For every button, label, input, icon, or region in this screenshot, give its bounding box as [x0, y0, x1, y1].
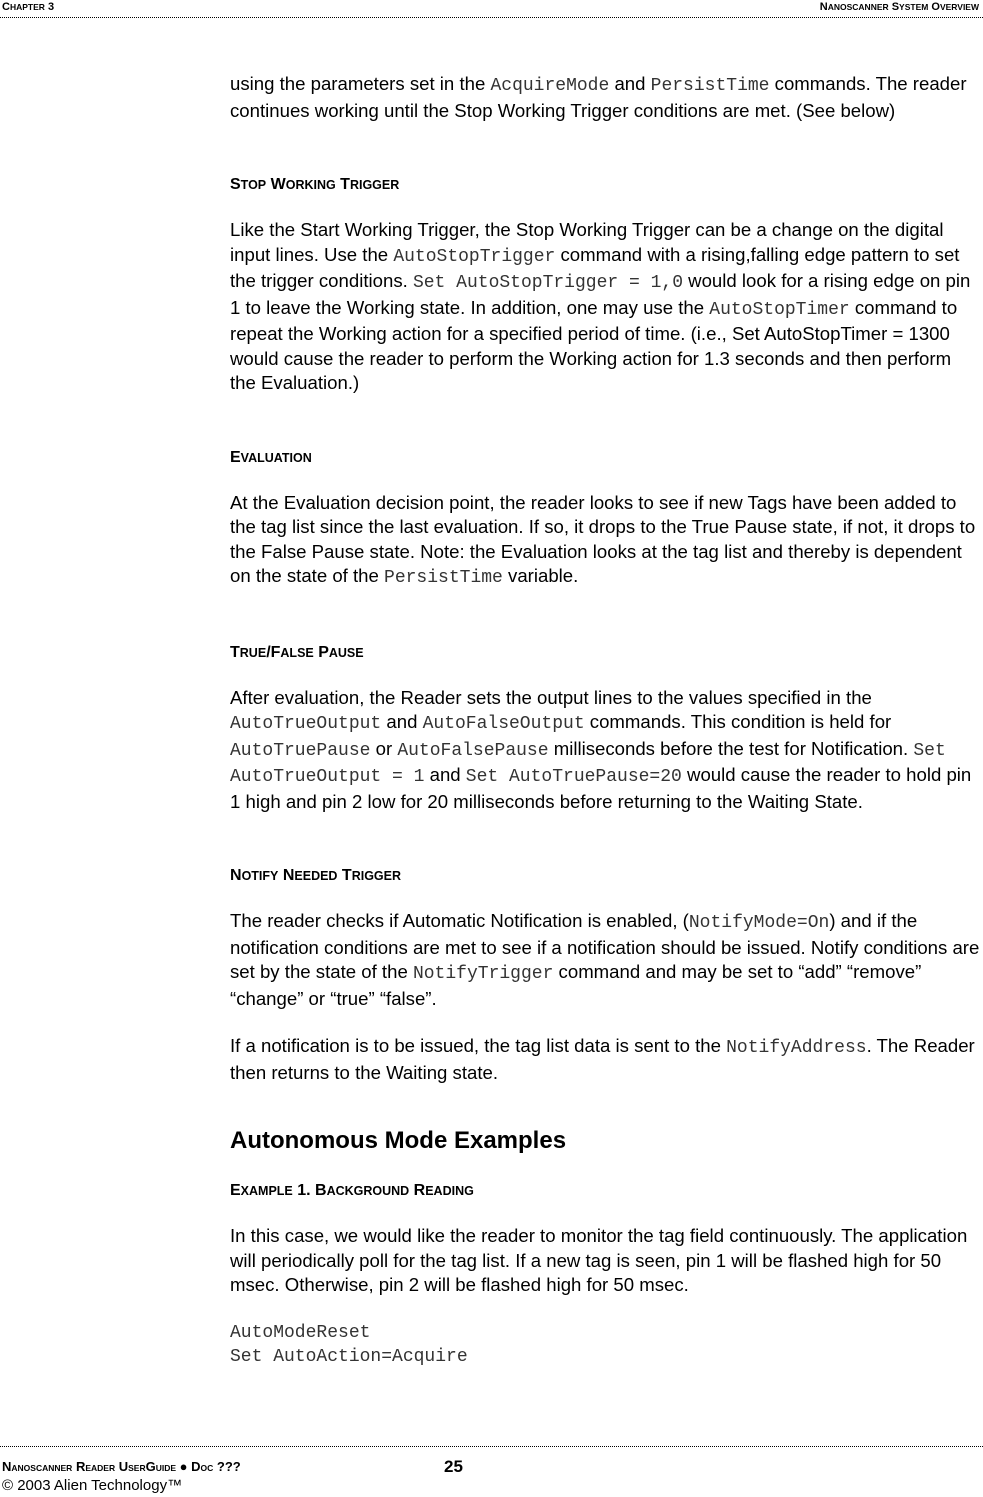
autonomous-mode-examples-title: Autonomous Mode Examples — [230, 1127, 567, 1154]
notify-paragraph: The reader checks if Automatic Notification is enabled, (NotifyMode=On) and if the notification conditions are met to see if a notification should be issued. Notify conditions are set by the state of the NotifyTrigger command and may be set to “add” “remove” “change” or “true” “false”. — [230, 910, 980, 1009]
copyright: © 2003 Alien Technology™ — [2, 1477, 183, 1494]
evaluation-heading: EVALUATION — [230, 448, 312, 466]
intro-paragraph: using the parameters set in the AcquireMode and PersistTime commands. The reader continues working until the Stop Working Trigger conditions are met. (See below) — [230, 73, 967, 121]
stop-working-paragraph: Like the Start Working Trigger, the Stop Working Trigger can be a change on the digital input lines. Use the AutoStopTrigger command with a rising,falling edge pattern to set the trigger conditions. Set AutoStopTrigger = 1,0 would look for a rising edge on pin 1 to leave the Working state. In addition, one may use the AutoStopTimer command to repeat the Working action for a specified period of time. (i.e., Set AutoStopTimer = 1300 would cause the reader to perform the Working action for 1.3 seconds and then perform the Evaluation.) — [230, 219, 971, 393]
page-number: 25 — [444, 1457, 463, 1476]
pause-paragraph: After evaluation, the Reader sets the output lines to the values specified in the AutoTrueOutput and AutoFalseOutput commands. This condition is held for AutoTruePause or AutoFalsePause milliseconds before the test for Notification. Set AutoTrueOutput = 1 and Set AutoTruePause=20 would cause the reader to hold pin 1 high and pin 2 low for 20 milliseconds before returning to the Waiting State. — [230, 686, 972, 812]
evaluation-paragraph: At the Evaluation decision point, the reader looks to see if new Tags have been added to the tag list since the last evaluation. If so, it drops to the True Pause state, if not, it drops to the False Pause state. Note: the Evaluation looks at the tag list and thereby is dependent on the state of the PersistTime variable. — [230, 491, 976, 588]
notify-address-paragraph: If a notification is to be issued, the tag list data is sent to the NotifyAddress. The Reader then returns to the Waiting state. — [230, 1035, 975, 1083]
code-line: AutoModeReset — [230, 1322, 371, 1343]
true-false-pause-heading: TRUE/FALSE PAUSE — [230, 643, 364, 661]
code-line: Set AutoAction=Acquire — [230, 1347, 468, 1367]
notify-needed-trigger-heading: NOTIFY NEEDED TRIGGER — [230, 867, 402, 884]
bullet-icon: ● — [179, 1459, 188, 1474]
document-title: NANOSCANNER READER USERGUIDE ● DOC ??? — [2, 1459, 241, 1474]
page-header — [0, 0, 983, 18]
chapter-label: CHAPTER 3 — [2, 1, 55, 13]
section-title: NANOSCANNER SYSTEM OVERVIEW — [819, 1, 979, 13]
example-1-heading: EXAMPLE 1. BACKGROUND READING — [230, 1182, 474, 1199]
example-1-paragraph: In this case, we would like the reader to monitor the tag field continuously. The application will periodically poll for the tag list. If a new tag is seen, pin 1 will be flashed high for 50 msec. Otherwise, pin 2 will be flashed high for 50 msec. — [230, 1225, 968, 1295]
page-body — [230, 72, 980, 1370]
stop-working-trigger-heading: STOP WORKING TRIGGER — [230, 176, 400, 193]
page-footer — [0, 1446, 983, 1494]
